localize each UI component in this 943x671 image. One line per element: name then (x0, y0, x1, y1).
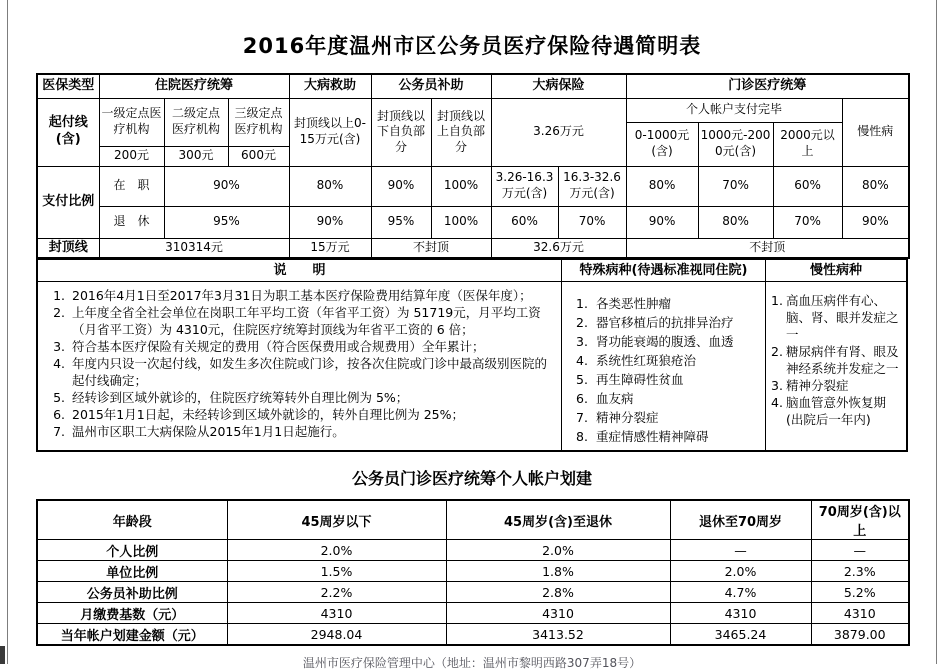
header-insurance-type: 医保类型 (37, 74, 99, 98)
cell: 4310 (670, 603, 811, 624)
item-number: 7. (576, 410, 588, 426)
active-outpatient1-ratio: 80% (626, 166, 698, 206)
note-text: 上年度全省全社会单位在岗职工年平均工资（年省平工资）为 51719元，月平均工资（月省平工资）为 4310元，住院医疗统筹封顶线为年省平工资的 6 倍； (72, 305, 541, 338)
retired-subsidy-below-ratio: 95% (371, 206, 431, 238)
page-left-edge-line (7, 0, 8, 664)
retire-to-70-header: 退休至70周岁 (670, 500, 811, 540)
subsidy-below-cap-cell: 封顶线以下自负部分 (371, 98, 431, 166)
active-subsidy-above-ratio: 100% (431, 166, 491, 206)
item-text: 重症情感性精神障碍 (596, 429, 709, 445)
note-text: 2016年4月1日至2017年3月31日为职工基本医疗保险费用结算年度（医保年度）； (72, 288, 532, 304)
note-item (44, 338, 553, 355)
tier2-amount-cell: 300元 (164, 146, 228, 166)
personal-account-paid-cell: 个人帐户支付完毕 (626, 98, 842, 122)
active-hospitalization-ratio: 90% (164, 166, 289, 206)
retired-label-cell: 退 休 (99, 206, 164, 238)
item-number: 2. (576, 315, 588, 331)
header-outpatient-pooling: 门诊医疗统筹 (626, 74, 909, 98)
note-number: 5. (53, 390, 65, 406)
under-45-header: 45周岁以下 (227, 500, 446, 540)
chronic-diseases-title: 慢性病种 (766, 260, 906, 282)
special-disease-item (574, 427, 761, 446)
item-text: 各类恶性肿瘤 (596, 296, 672, 312)
page-right-edge-line (936, 0, 937, 664)
ratio-retired-row (37, 206, 909, 238)
chronic-disease-item (771, 292, 903, 343)
cell: 3465.24 (670, 624, 811, 646)
item-text: 精神分裂症 (596, 410, 659, 426)
cap-relief-cell: 15万元 (289, 238, 371, 258)
tier2-facility-cell: 二级定点医疗机构 (164, 98, 228, 146)
cap-row (37, 238, 909, 258)
active-outpatient3-ratio: 60% (773, 166, 842, 206)
item-number: 1. (771, 293, 783, 309)
item-text: 再生障碍性贫血 (596, 372, 684, 388)
cell: 3413.52 (446, 624, 670, 646)
cap-subsidy-cell: 不封顶 (371, 238, 491, 258)
row-label: 公务员补助比例 (37, 582, 227, 603)
cell: 2948.04 (227, 624, 446, 646)
insurance-band2-cell: 16.3-32.6万元(含) (558, 166, 626, 206)
item-number: 8. (576, 429, 588, 445)
cell: 2.0% (227, 540, 446, 561)
cell: — (670, 540, 811, 561)
header-row (37, 74, 909, 98)
special-disease-item (574, 351, 761, 370)
note-item (44, 304, 553, 338)
item-number: 5. (576, 372, 588, 388)
cell: — (811, 540, 909, 561)
tier3-amount-cell: 600元 (228, 146, 289, 166)
cell: 1.5% (227, 561, 446, 582)
cell: 1.8% (446, 561, 670, 582)
item-number: 3. (771, 378, 783, 394)
personal-ratio-row (37, 540, 909, 561)
note-item (44, 355, 553, 389)
cell: 4310 (227, 603, 446, 624)
deductible-row-upper (37, 98, 909, 122)
note-item (44, 423, 553, 440)
item-number: 3. (576, 334, 588, 350)
cell: 2.8% (446, 582, 670, 603)
retired-outpatient2-ratio: 80% (698, 206, 773, 238)
note-text: 温州市区职工大病保险从2015年1月1日起施行。 (72, 424, 345, 440)
note-item (44, 406, 553, 423)
note-number: 3. (53, 339, 65, 355)
chronic-disease-item (771, 343, 903, 377)
cap-label: 封顶线 (37, 238, 99, 258)
relief-range-cell: 封顶线以上0-15万元(含) (289, 98, 371, 166)
footer-address: 温州市医疗保险管理中心（地址：温州市黎明西路307弄18号） (302, 656, 642, 671)
bottom-left-corner-block (0, 646, 5, 664)
header-hospitalization: 住院医疗统筹 (99, 74, 289, 98)
outpatient-band3-cell: 2000元以上 (773, 122, 842, 166)
special-diseases-title: 特殊病种(待遇标准视同住院) (562, 260, 765, 282)
note-number: 7. (53, 424, 65, 440)
cell: 3879.00 (811, 624, 909, 646)
note-text: 年度内只设一次起付线，如发生多次住院或门诊，按各次住院或门诊中最高级别医院的起付线确定； (72, 356, 548, 389)
active-label-cell: 在 职 (99, 166, 164, 206)
item-text: 精神分裂症 (786, 378, 849, 394)
active-chronic-ratio: 80% (842, 166, 909, 206)
retired-insurance-band1-ratio: 60% (491, 206, 558, 238)
item-text: 糖尿病伴有肾、眼及神经系统并发症之一 (786, 344, 899, 377)
deductible-label: 起付线(含) (37, 98, 99, 166)
retired-insurance-band2-ratio: 70% (558, 206, 626, 238)
item-number: 6. (576, 391, 588, 407)
page-title: 2016年度温州市区公务员医疗保险待遇简明表 (242, 34, 702, 58)
over-70-header: 70周岁(含)以上 (811, 500, 909, 540)
benefits-table (36, 73, 910, 259)
row-label: 月缴费基数（元） (37, 603, 227, 624)
cell: 2.0% (670, 561, 811, 582)
retired-subsidy-above-ratio: 100% (431, 206, 491, 238)
age-band-header: 年龄段 (37, 500, 227, 540)
note-text: 经转诊到区域外就诊的，住院医疗统筹转外自理比例为 5%； (72, 390, 409, 406)
chronic-disease-item (771, 394, 903, 428)
cell: 4.7% (670, 582, 811, 603)
retired-hospitalization-ratio: 95% (164, 206, 289, 238)
notes-section (36, 259, 908, 452)
row-label: 单位比例 (37, 561, 227, 582)
item-text: 系统性红斑狼疮治 (596, 353, 697, 369)
employer-ratio-row (37, 561, 909, 582)
special-diseases-list (562, 282, 765, 450)
item-number: 4. (576, 353, 588, 369)
note-item (44, 287, 553, 304)
notes-title: 说 明 (38, 260, 561, 282)
chronic-disease-item (771, 377, 903, 394)
note-item (44, 389, 553, 406)
retired-relief-ratio: 90% (289, 206, 371, 238)
special-disease-item (574, 370, 761, 389)
cell: 5.2% (811, 582, 909, 603)
header-serious-illness-insurance: 大病保险 (491, 74, 626, 98)
retired-outpatient3-ratio: 70% (773, 206, 842, 238)
chronic-diseases-column (765, 260, 906, 450)
cap-outpatient-cell: 不封顶 (626, 238, 909, 258)
account-table (36, 499, 910, 646)
cell: 2.2% (227, 582, 446, 603)
note-text: 符合基本医疗保险有关规定的费用（符合医保费用或合规费用）全年累计； (72, 339, 485, 355)
chronic-diseases-list (766, 282, 906, 432)
active-relief-ratio: 80% (289, 166, 371, 206)
item-text: 血友病 (596, 391, 634, 407)
item-number: 2. (771, 344, 783, 360)
row-label: 当年帐户划建金额（元） (37, 624, 227, 646)
account-header-row (37, 500, 909, 540)
item-number: 1. (576, 296, 588, 312)
active-outpatient2-ratio: 70% (698, 166, 773, 206)
insurance-band1-cell: 3.26-16.3万元(含) (491, 166, 558, 206)
document-page (36, 0, 908, 671)
tier1-facility-cell: 一级定点医疗机构 (99, 98, 164, 146)
notes-column (38, 260, 561, 450)
item-text: 脑血管意外恢复期(出院后一年内) (786, 395, 887, 428)
special-disease-item (574, 389, 761, 408)
cap-insurance-cell: 32.6万元 (491, 238, 626, 258)
retired-outpatient1-ratio: 90% (626, 206, 698, 238)
row-label: 个人比例 (37, 540, 227, 561)
outpatient-band2-cell: 1000元-2000元(含) (698, 122, 773, 166)
account-table-title: 公务员门诊医疗统筹个人帐户划建 (351, 469, 592, 489)
item-text: 肾功能衰竭的腹透、血透 (596, 334, 734, 350)
outpatient-band1-cell: 0-1000元(含) (626, 122, 698, 166)
cell: 4310 (811, 603, 909, 624)
item-number: 4. (771, 395, 783, 411)
note-number: 6. (53, 407, 65, 423)
ratio-label: 支付比例 (37, 166, 99, 238)
ratio-active-row (37, 166, 909, 206)
header-civil-servant-subsidy: 公务员补助 (371, 74, 491, 98)
special-disease-item (574, 294, 761, 313)
cell: 4310 (446, 603, 670, 624)
note-text: 2015年1月1日起，未经转诊到区域外就诊的，转外自理比例为 25%； (72, 407, 464, 423)
45-to-retire-header: 45周岁(含)至退休 (446, 500, 670, 540)
header-serious-illness-relief: 大病救助 (289, 74, 371, 98)
cap-hospitalization-cell: 310314元 (99, 238, 289, 258)
insurance-deductible-cell: 3.26万元 (491, 98, 626, 166)
tier1-amount-cell: 200元 (99, 146, 164, 166)
item-text: 高血压病伴有心、脑、肾、眼并发症之一 (786, 293, 899, 343)
subsidy-above-cap-cell: 封顶线以上自负部分 (431, 98, 491, 166)
retired-chronic-ratio: 90% (842, 206, 909, 238)
special-disease-item (574, 332, 761, 351)
tier3-facility-cell: 三级定点医疗机构 (228, 98, 289, 146)
active-subsidy-below-ratio: 90% (371, 166, 431, 206)
special-disease-item (574, 408, 761, 427)
note-number: 1. (53, 288, 65, 304)
annual-amount-row (37, 624, 909, 646)
cell: 2.3% (811, 561, 909, 582)
special-disease-item (574, 313, 761, 332)
monthly-base-row (37, 603, 909, 624)
cell: 2.0% (446, 540, 670, 561)
notes-list (38, 282, 561, 446)
note-number: 2. (53, 305, 65, 321)
subsidy-ratio-row (37, 582, 909, 603)
chronic-disease-column-cell: 慢性病 (842, 98, 909, 166)
note-number: 4. (53, 356, 65, 372)
special-diseases-column (561, 260, 765, 450)
item-text: 器官移植后的抗排异治疗 (596, 315, 734, 331)
